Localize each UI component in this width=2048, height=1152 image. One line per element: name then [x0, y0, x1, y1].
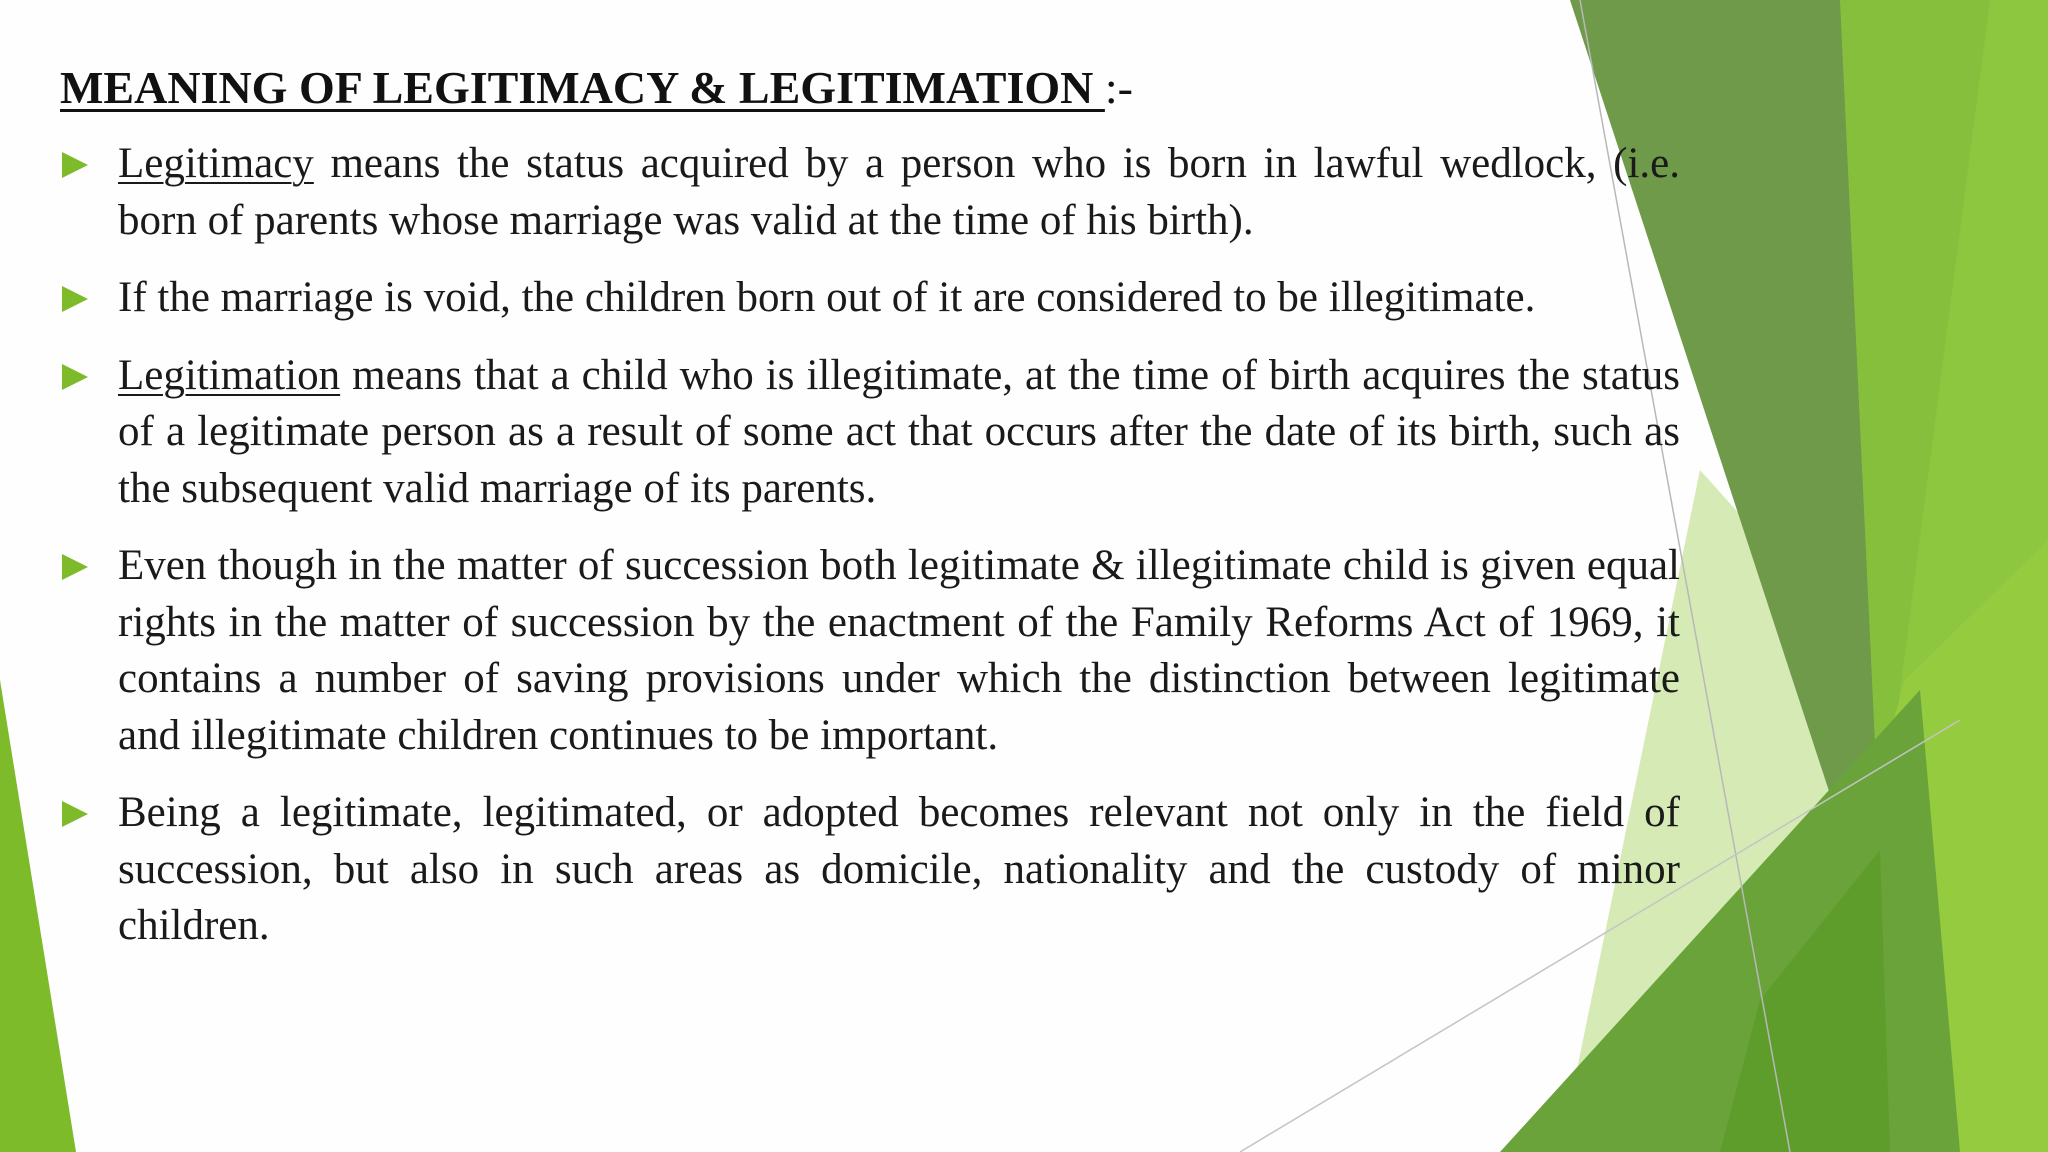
- triangle-right-icon: [62, 152, 88, 178]
- bullet-text: Even though in the matter of succession both legitimate & illegitimate child is given equal rights in the matter of succession by the enactment of the Family Reforms Act of 1969, it contains a number of saving provisions under which the distinction between legitimate and illegitimate children continues to be important.: [118, 542, 1680, 759]
- bullet-text: If the marriage is void, the children born out of it are considered to be illegitimate.: [118, 274, 1536, 321]
- bullet-list: [60, 136, 1680, 976]
- bullet-item-relevance: [60, 785, 1680, 955]
- bullet-text: Being a legitimate, legitimated, or adopted becomes relevant not only in the field of succession, but also in such areas as domicile, nationality and the custody of minor children.: [118, 789, 1680, 949]
- bullet-item-void-marriage: [60, 270, 1680, 327]
- bullet-item-succession: [60, 538, 1680, 764]
- bullet-text: means the status acquired by a person who is born in lawful wedlock, (i.e. born of parents whose marriage was valid at the time of his birth).: [118, 140, 1680, 244]
- triangle-right-icon: [62, 554, 88, 580]
- slide-title-suffix: :-: [1104, 62, 1133, 113]
- term-legitimation: Legitimation: [118, 351, 341, 399]
- triangle-right-icon: [62, 801, 88, 827]
- triangle-right-icon: [62, 364, 88, 390]
- bullet-item-legitimacy: [60, 136, 1680, 249]
- bullet-item-legitimation: [60, 348, 1680, 518]
- slide-title: [60, 58, 1133, 118]
- triangle-right-icon: [62, 286, 88, 312]
- slide-title-text: MEANING OF LEGITIMACY & LEGITIMATION: [60, 62, 1105, 113]
- term-legitimacy: Legitimacy: [118, 140, 314, 187]
- bullet-text: means that a child who is illegitimate, at the time of birth acquires the status of a legitimate person as a result of some act that occurs after the date of its birth, such as the subsequent valid marriage of its parents.: [118, 351, 1680, 512]
